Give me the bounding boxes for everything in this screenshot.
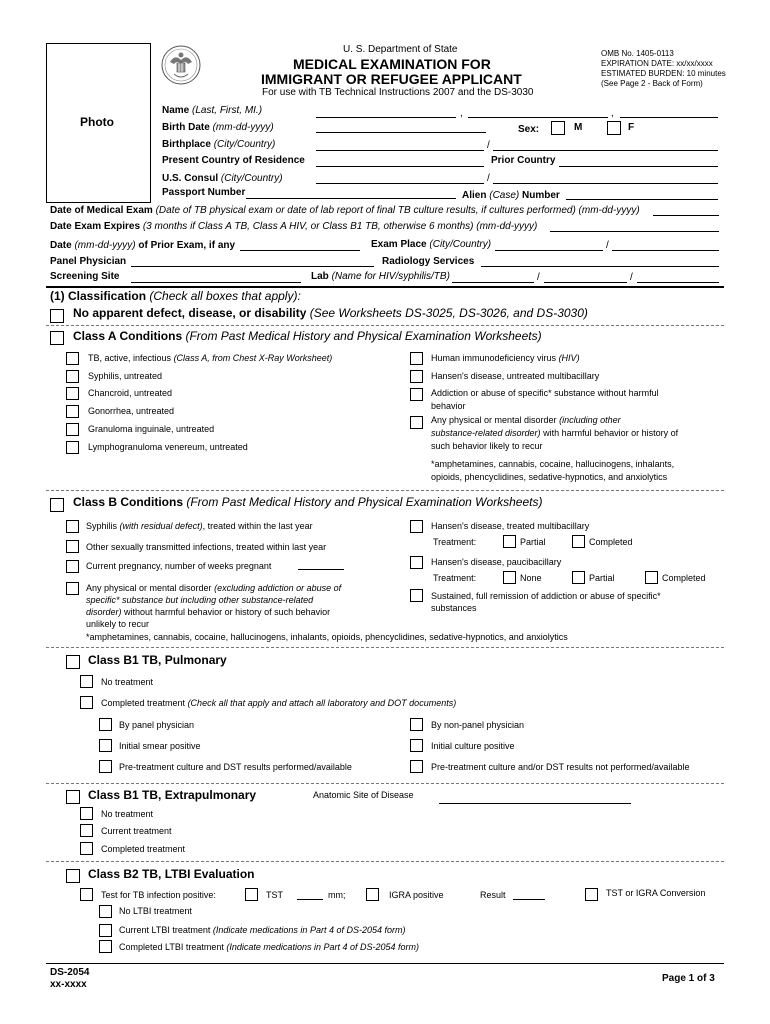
prior-country-field[interactable] <box>559 166 718 167</box>
b1-extra-completed-checkbox[interactable] <box>80 842 93 855</box>
screening-site-field[interactable] <box>131 282 301 283</box>
class-a-mental-label-2: substance-related disorder) with harmful behavior or history of <box>431 428 679 438</box>
hansen-multi-partial-label: Partial <box>520 537 546 547</box>
b1-non-panel-label: By non-panel physician <box>431 720 525 730</box>
class-b-heading: Class B Conditions (From Past Medical History and Physical Examination Worksheets) <box>73 495 543 509</box>
b2-current-label: Current LTBI treatment (Indicate medications in Part 4 of DS-2054 form) <box>119 925 406 935</box>
section-divider <box>46 286 724 288</box>
class-b-syphilis-label: Syphilis (with residual defect), treated within the last year <box>86 521 313 531</box>
passport-field[interactable] <box>246 198 456 199</box>
class-a-chancroid-label: Chancroid, untreated <box>88 388 173 398</box>
b2-conversion-checkbox[interactable] <box>585 888 598 901</box>
hansen-pauci-completed-label: Completed <box>662 573 706 583</box>
class-a-gonorrhea-checkbox[interactable] <box>66 405 79 418</box>
class-b-mental-label-3: disorder) without harmful behavior or history of such behavior <box>86 607 331 617</box>
radiology-field[interactable] <box>481 266 719 267</box>
class-a-footnote-1: *amphetamines, cannabis, cocaine, hallucinogens, inhalants, <box>431 459 675 469</box>
b2-tst-label: TST <box>266 890 283 900</box>
b1-extra-no-treatment-checkbox[interactable] <box>80 807 93 820</box>
class-a-addiction-label-2: behavior <box>431 401 466 411</box>
weeks-pregnant-field[interactable] <box>298 569 344 570</box>
class-a-hiv-label: Human immunodeficiency virus (HIV) <box>431 353 580 363</box>
class-a-gonorrhea-label: Gonorrhea, untreated <box>88 406 175 416</box>
class-a-syphilis-label: Syphilis, untreated <box>88 371 163 381</box>
b1-pre-performed-label: Pre-treatment culture and DST results performed/available <box>119 762 352 772</box>
hansen-pauci-partial-label: Partial <box>589 573 615 583</box>
class-a-addiction-label: Addiction or abuse of specific* substance without harmful <box>431 388 659 398</box>
b1-panel-checkbox[interactable] <box>99 718 112 731</box>
class-b-checkbox[interactable] <box>50 498 64 512</box>
b2-completed-label: Completed LTBI treatment (Indicate medications in Part 4 of DS-2054 form) <box>119 942 419 952</box>
tst-mm-field[interactable] <box>297 899 323 900</box>
first-name-field[interactable] <box>468 117 608 118</box>
birth-date-field[interactable] <box>316 132 486 133</box>
residence-field[interactable] <box>316 166 484 167</box>
class-a-addiction-checkbox[interactable] <box>410 388 423 401</box>
no-defect-checkbox[interactable] <box>50 309 64 323</box>
b1-no-treatment-label: No treatment <box>101 677 154 687</box>
sex-m-label: M <box>574 122 583 133</box>
b1-extra-current-checkbox[interactable] <box>80 824 93 837</box>
b2-igra-label: IGRA positive <box>389 890 444 900</box>
classification-heading: (1) Classification (Check all boxes that apply): <box>50 289 301 303</box>
b1-extra-current-label: Current treatment <box>101 826 172 836</box>
b2-test-positive-checkbox[interactable] <box>80 888 93 901</box>
expiration-date: EXPIRATION DATE: xx/xx/xxxx <box>601 59 713 68</box>
b1-culture-label: Initial culture positive <box>431 741 515 751</box>
class-a-lympho-label: Lymphogranuloma venereum, untreated <box>88 442 248 452</box>
class-b-hansen-multi-label: Hansen's disease, treated multibacillary <box>431 521 590 531</box>
dashed-divider <box>46 325 724 326</box>
panel-physician-label: Panel Physician <box>50 256 127 267</box>
exam-expires-label: Date Exam Expires (3 months if Class A TB, Class A HIV, or Class B1 TB, otherwise 6 months) (mm-dd-yyyy) <box>50 221 538 232</box>
state-department-seal-icon <box>160 42 202 88</box>
b1-smear-label: Initial smear positive <box>119 741 201 751</box>
class-a-chancroid-checkbox[interactable] <box>66 387 79 400</box>
photo-label: Photo <box>80 115 114 129</box>
hansen-multi-completed-checkbox[interactable] <box>572 535 585 548</box>
lab-slash-2: / <box>630 272 633 283</box>
form-id: DS-2054 <box>50 967 90 978</box>
class-a-hansen-checkbox[interactable] <box>410 370 423 383</box>
name-label: Name (Last, First, MI.) <box>162 105 263 116</box>
class-b-footnote: *amphetamines, cannabis, cocaine, hallucinogens, inhalants, opioids, phencyclidines, sedative-hypnotics, and anxiolytics <box>86 632 568 642</box>
sex-f-checkbox[interactable] <box>607 121 621 135</box>
hansen-multi-completed-label: Completed <box>589 537 633 547</box>
alien-number-field[interactable] <box>566 199 718 200</box>
exam-expires-field[interactable] <box>550 231 719 232</box>
b1-pre-not-label: Pre-treatment culture and/or DST results not performed/available <box>431 762 690 772</box>
b1-completed-checkbox[interactable] <box>80 696 93 709</box>
b2-conversion-label: TST or IGRA Conversion <box>606 888 706 898</box>
b1-pulmonary-heading: Class B1 TB, Pulmonary <box>88 653 227 667</box>
b2-tst-checkbox[interactable] <box>245 888 258 901</box>
estimated-burden: ESTIMATED BURDEN: 10 minutes <box>601 69 726 78</box>
lab-hiv-field[interactable] <box>452 282 534 283</box>
lab-tb-field[interactable] <box>637 282 719 283</box>
class-a-syphilis-checkbox[interactable] <box>66 370 79 383</box>
sex-label: Sex: <box>518 124 540 135</box>
name-comma-2: , <box>611 108 614 119</box>
dashed-divider <box>46 647 724 648</box>
b1-extra-completed-label: Completed treatment <box>101 844 186 854</box>
anatomic-site-label: Anatomic Site of Disease <box>313 790 414 800</box>
b2-mm-label: mm; <box>328 890 346 900</box>
dashed-divider <box>46 490 724 491</box>
hansen-pauci-none-label: None <box>520 573 542 583</box>
form-revision: xx-xxxx <box>50 979 87 990</box>
class-b-remission-label: Sustained, full remission of addiction or abuse of specific* <box>431 591 661 601</box>
consul-country-field[interactable] <box>493 183 718 184</box>
b1-extra-checkbox[interactable] <box>66 790 80 804</box>
class-b-pregnancy-checkbox[interactable] <box>66 560 79 573</box>
photo-box <box>46 43 151 203</box>
omb-number: OMB No. 1405-0113 <box>601 49 674 58</box>
b1-culture-checkbox[interactable] <box>410 739 423 752</box>
middle-initial-field[interactable] <box>620 117 718 118</box>
class-a-granuloma-label: Granuloma inguinale, untreated <box>88 424 215 434</box>
sex-m-checkbox[interactable] <box>551 121 565 135</box>
last-name-field[interactable] <box>316 117 456 118</box>
passport-label: Passport Number <box>162 187 246 198</box>
class-a-tb-label: TB, active, infectious (Class A, from Chest X-Ray Worksheet) <box>88 353 333 363</box>
panel-physician-field[interactable] <box>131 266 374 267</box>
b1-extra-no-treatment-label: No treatment <box>101 809 154 819</box>
no-defect-label: No apparent defect, disease, or disability (See Worksheets DS-3025, DS-3026, and DS-3030) <box>73 306 588 320</box>
b2-ltbi-checkbox[interactable] <box>66 869 80 883</box>
hansen-pauci-treatment-label: Treatment: <box>433 573 477 583</box>
class-a-granuloma-checkbox[interactable] <box>66 423 79 436</box>
class-a-mental-label: Any physical or mental disorder (including other <box>431 415 621 425</box>
hansen-multi-partial-checkbox[interactable] <box>503 535 516 548</box>
class-a-mental-label-3: such behavior likely to recur <box>431 441 543 451</box>
b1-pulmonary-checkbox[interactable] <box>66 655 80 669</box>
department-name: U. S. Department of State <box>343 44 458 55</box>
birthplace-label: Birthplace (City/Country) <box>162 139 276 150</box>
birthplace-country-field[interactable] <box>493 150 718 151</box>
hansen-pauci-partial-checkbox[interactable] <box>572 571 585 584</box>
b1-no-treatment-checkbox[interactable] <box>80 675 93 688</box>
exam-date-field[interactable] <box>653 215 719 216</box>
seal <box>160 42 202 88</box>
b2-ltbi-heading: Class B2 TB, LTBI Evaluation <box>88 867 255 881</box>
form-title-line1: MEDICAL EXAMINATION FOR <box>293 56 491 72</box>
consul-slash: / <box>487 173 490 184</box>
class-b-remission-label-2: substances <box>431 603 477 613</box>
b2-no-ltbi-checkbox[interactable] <box>99 905 112 918</box>
b1-pre-not-checkbox[interactable] <box>410 760 423 773</box>
hansen-pauci-completed-checkbox[interactable] <box>645 571 658 584</box>
class-b-mental-checkbox[interactable] <box>66 582 79 595</box>
form-subtitle: For use with TB Technical Instructions 2007 and the DS-3030 <box>262 87 534 98</box>
birthplace-city-field[interactable] <box>316 150 484 151</box>
class-b-mental-label-4: unlikely to recur <box>86 619 150 629</box>
class-a-checkbox[interactable] <box>50 331 64 345</box>
exam-date-label: Date of Medical Exam (Date of TB physical exam or date of lab report of final TB culture results, if cultures performed) (mm-dd-yyyy) <box>50 205 640 216</box>
b1-smear-checkbox[interactable] <box>99 739 112 752</box>
hansen-multi-treatment-label: Treatment: <box>433 537 477 547</box>
class-b-syphilis-checkbox[interactable] <box>66 520 79 533</box>
class-b-hansen-multi-checkbox[interactable] <box>410 520 423 533</box>
exam-place-slash: / <box>606 240 609 251</box>
b1-completed-label: Completed treatment (Check all that apply and attach all laboratory and DOT documents) <box>101 698 457 708</box>
class-a-tb-checkbox[interactable] <box>66 352 79 365</box>
class-b-mental-label-2: specific* substance but including other substance-related <box>86 595 314 605</box>
birthplace-slash: / <box>487 140 490 151</box>
form-title-line2: IMMIGRANT OR REFUGEE APPLICANT <box>261 71 522 87</box>
lab-syphilis-field[interactable] <box>544 282 627 283</box>
prior-exam-label: Date (mm-dd-yyyy) of Prior Exam, if any <box>50 240 236 251</box>
b2-result-label: Result <box>480 890 506 900</box>
dashed-divider <box>46 783 724 784</box>
prior-country-label: Prior Country <box>491 155 556 166</box>
footer-divider <box>46 963 724 964</box>
prior-exam-field[interactable] <box>240 250 360 251</box>
b2-test-positive-label: Test for TB infection positive: <box>101 890 216 900</box>
class-b-std-checkbox[interactable] <box>66 540 79 553</box>
hansen-pauci-none-checkbox[interactable] <box>503 571 516 584</box>
consul-label: U.S. Consul (City/Country) <box>162 173 283 184</box>
class-b-std-label: Other sexually transmitted infections, treated within last year <box>86 542 327 552</box>
radiology-label: Radiology Services <box>382 256 475 267</box>
b1-extra-heading: Class B1 TB, Extrapulmonary <box>88 788 257 802</box>
class-a-heading: Class A Conditions (From Past Medical History and Physical Examination Worksheets) <box>73 329 542 343</box>
screening-site-label: Screening Site <box>50 271 120 282</box>
anatomic-site-field[interactable] <box>439 803 631 804</box>
exam-place-label: Exam Place (City/Country) <box>371 239 492 250</box>
b2-current-checkbox[interactable] <box>99 924 112 937</box>
exam-place-country-field[interactable] <box>612 250 719 251</box>
class-a-mental-checkbox[interactable] <box>410 416 423 429</box>
exam-place-city-field[interactable] <box>495 250 603 251</box>
class-a-hiv-checkbox[interactable] <box>410 352 423 365</box>
alien-number-label: Alien (Case) Number <box>462 190 560 201</box>
b2-completed-checkbox[interactable] <box>99 940 112 953</box>
class-b-hansen-pauci-checkbox[interactable] <box>410 556 423 569</box>
b1-non-panel-checkbox[interactable] <box>410 718 423 731</box>
class-b-remission-checkbox[interactable] <box>410 589 423 602</box>
class-b-pregnancy-label: Current pregnancy, number of weeks pregnant <box>86 561 272 571</box>
dashed-divider <box>46 861 724 862</box>
page-number: Page 1 of 3 <box>662 973 715 984</box>
class-b-hansen-pauci-label: Hansen's disease, paucibacillary <box>431 557 562 567</box>
consul-city-field[interactable] <box>316 183 484 184</box>
igra-result-field[interactable] <box>513 899 545 900</box>
class-b-mental-label: Any physical or mental disorder (excluding addiction or abuse of <box>86 583 342 593</box>
lab-label: Lab (Name for HIV/syphilis/TB) <box>311 271 450 282</box>
burden-note: (See Page 2 - Back of Form) <box>601 79 703 88</box>
class-a-hansen-label: Hansen's disease, untreated multibacillary <box>431 371 600 381</box>
residence-label: Present Country of Residence <box>162 155 305 166</box>
b1-pre-performed-checkbox[interactable] <box>99 760 112 773</box>
lab-slash-1: / <box>537 272 540 283</box>
b2-no-ltbi-label: No LTBI treatment <box>119 906 192 916</box>
b2-igra-checkbox[interactable] <box>366 888 379 901</box>
class-a-footnote-2: opioids, phencyclidines, sedative-hypnotics, and anxiolytics <box>431 472 668 482</box>
class-a-lympho-checkbox[interactable] <box>66 441 79 454</box>
birth-date-label: Birth Date (mm-dd-yyyy) <box>162 122 274 133</box>
b1-panel-label: By panel physician <box>119 720 195 730</box>
name-comma: , <box>460 108 463 119</box>
sex-f-label: F <box>628 122 635 133</box>
